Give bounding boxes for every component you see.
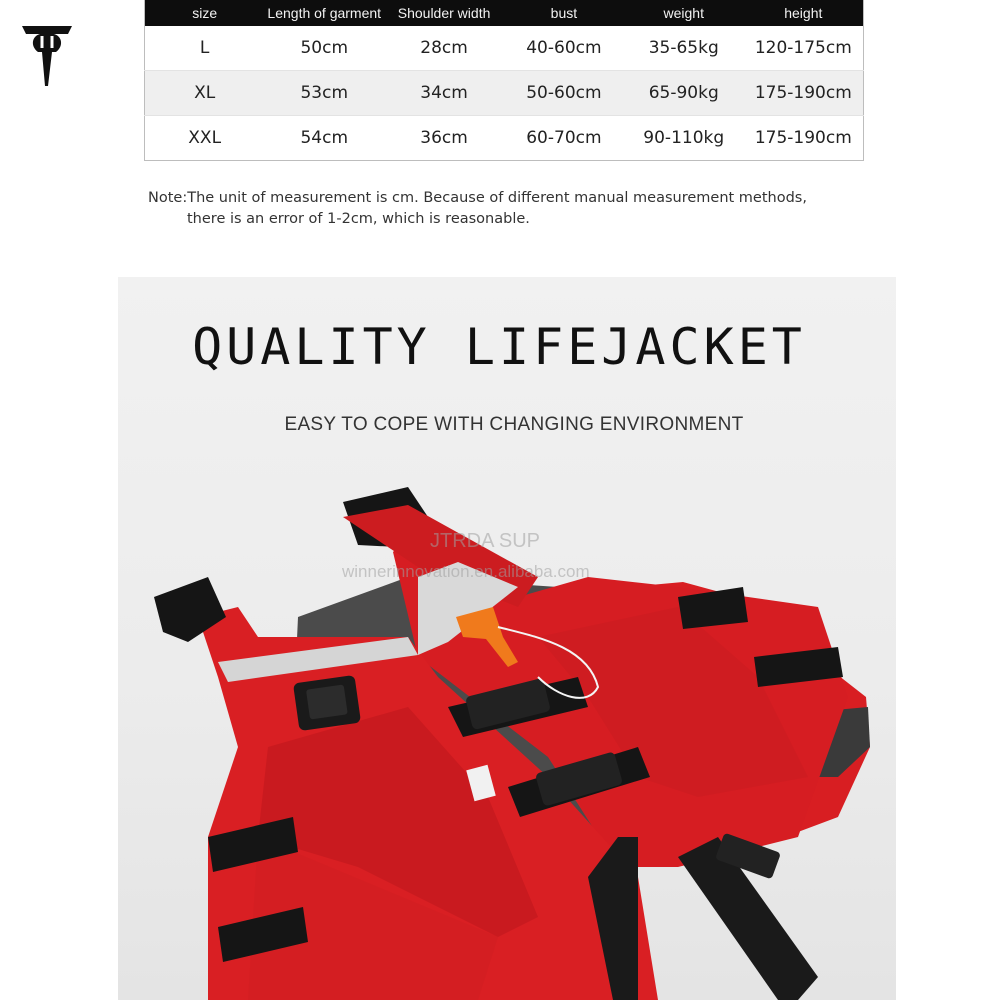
cell-size: XXL <box>188 128 222 148</box>
cell-shoulder: 34cm <box>384 71 504 116</box>
cell-bust: 60-70cm <box>526 128 602 148</box>
note-line-2: there is an error of 1-2cm, which is reasonable. <box>187 211 530 227</box>
cell-shoulder: 36cm <box>420 128 468 148</box>
cell-weight: 90-110kg <box>643 128 725 148</box>
product-photo <box>118 277 896 1000</box>
note-line-1: Note:The unit of measurement is cm. Because of different manual measurement methods, <box>148 190 807 206</box>
cell-height: 175-190cm <box>754 128 852 148</box>
cell-height: 120-175cm <box>744 26 864 71</box>
cell-height: 175-190cm <box>744 71 864 116</box>
product-headline: QUALITY LIFEJACKET <box>192 318 806 376</box>
header-length: Length of garment <box>264 0 384 26</box>
watermark-brand: JTRDA SUP <box>430 530 541 552</box>
header-bust: bust <box>504 0 624 26</box>
cell-size: XL <box>145 71 265 116</box>
table-row <box>145 26 864 71</box>
watermark-site: winnerinnovation.en.alibaba.com <box>342 562 590 581</box>
table-row <box>145 116 864 161</box>
cell-bust: 50-60cm <box>504 71 624 116</box>
lifejacket-image-icon <box>118 277 896 1000</box>
cell-length: 54cm <box>300 128 349 148</box>
size-chart-header-row <box>145 0 864 26</box>
size-chart-table <box>144 0 864 161</box>
cell-bust: 40-60cm <box>504 26 624 71</box>
header-height: height <box>744 0 864 26</box>
brand-logo-icon <box>18 22 76 88</box>
header-shoulder: Shoulder width <box>384 0 504 26</box>
header-size: size <box>145 0 265 26</box>
table-row <box>145 71 864 116</box>
cell-weight: 65-90kg <box>624 71 744 116</box>
cell-size: L <box>145 26 265 71</box>
cell-weight: 35-65kg <box>624 26 744 71</box>
product-subline: EASY TO COPE WITH CHANGING ENVIRONMENT <box>284 414 744 435</box>
cell-shoulder: 28cm <box>384 26 504 71</box>
header-weight: weight <box>624 0 744 26</box>
measurement-note <box>148 188 828 230</box>
cell-length: 53cm <box>264 71 384 116</box>
cell-length: 50cm <box>264 26 384 71</box>
